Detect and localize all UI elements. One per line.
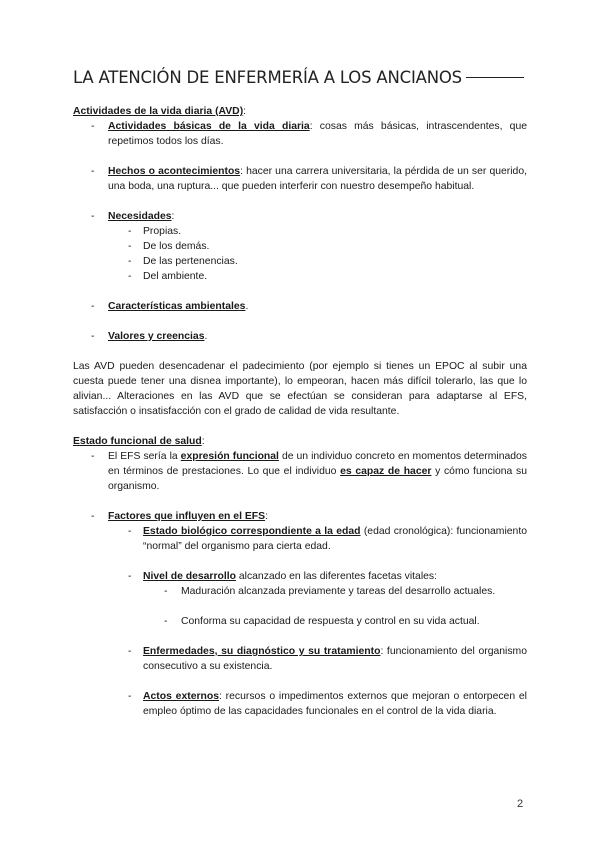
list-item: - Necesidades: xyxy=(91,211,175,222)
sub-list-item: - Nivel de desarrollo alcanzado en las diferentes facetas vitales: xyxy=(128,571,437,582)
sub-list-item: - Estado biológico correspondiente a la edad (edad cronológica): funcionamiento “normal” del organismo para cierta edad. xyxy=(128,526,527,552)
list-item: - Actividades básicas de la vida diaria: cosas más básicas, intrascendentes, que repetimos todos los días. xyxy=(91,121,527,147)
list-item: - Hechos o acontecimientos: hacer una carrera universitaria, la pérdida de un ser querido, una boda, una ruptura... que pueden interferir con nuestro desempeño habitual. xyxy=(91,166,528,192)
title-rule xyxy=(466,77,524,79)
page-title: LA ATENCIÓN DE ENFERMERÍA A LOS ANCIANOS xyxy=(73,66,543,90)
sub-list-item: - Enfermedades, su diagnóstico y su tratamiento: funcionamiento del organismo consecutivo a su existencia. xyxy=(128,646,527,672)
list-item: - Factores que influyen en el EFS: xyxy=(91,511,268,522)
list-item: - Características ambientales. xyxy=(91,301,249,312)
document-body xyxy=(73,104,527,719)
sub-sub-list-item: - Maduración alcanzada previamente y tareas del desarrollo actuales. xyxy=(164,586,496,597)
avd-paragraph: Las AVD pueden desencadenar el padecimiento (por ejemplo si tienes un EPOC al subir una cuesta puede tener una disnea importante), lo empeoran, hacen más difícil tolerarlo, las que lo alivian... Alteraciones en las AVD que se efectúan se consideran para adaptarse al EFS, satisfacción o insatisfacción con el grado de calidad de vida resultante. xyxy=(73,361,527,417)
sub-sub-list-item: - Conforma su capacidad de respuesta y control en su vida actual. xyxy=(164,616,480,627)
sub-list-item: - Propias. xyxy=(128,226,182,237)
sub-list-item: - De los demás. xyxy=(128,241,210,252)
list-item: - El EFS sería la expresión funcional de un individuo concreto en momentos determinados en términos de prestaciones. Lo que el individuo es capaz de hacer y cómo funciona su organismo. xyxy=(91,451,528,492)
avd-heading: Actividades de la vida diaria (AVD): xyxy=(73,106,247,117)
sub-list-item: - Actos externos: recursos o impedimentos externos que mejoran o entorpecen el empleo óptimo de las capacidades funcionales en el control de la vida diaria. xyxy=(128,691,527,717)
sub-list-item: - De las pertenencias. xyxy=(128,256,238,267)
sub-list-item: - Del ambiente. xyxy=(128,271,208,282)
efs-heading: Estado funcional de salud: xyxy=(73,436,205,447)
page-number: 2 xyxy=(517,798,524,810)
list-item: - Valores y creencias. xyxy=(91,331,208,342)
